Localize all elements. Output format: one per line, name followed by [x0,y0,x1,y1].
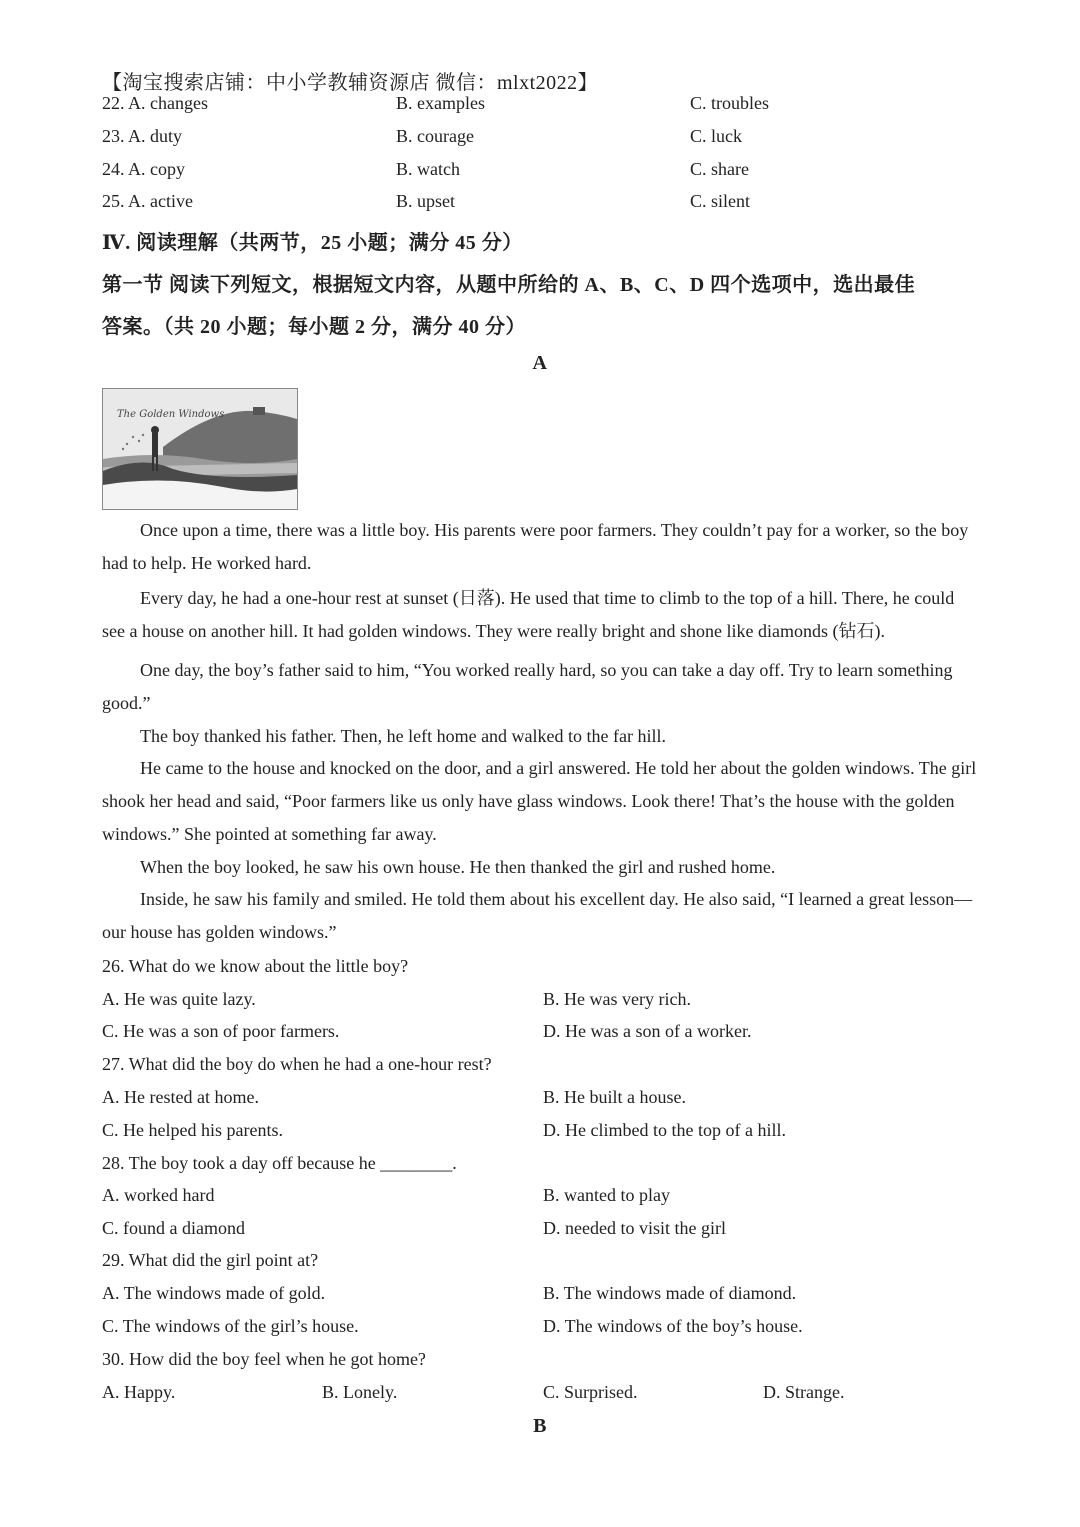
paragraph: The boy thanked his father. Then, he left home and walked to the far hill. [140,726,667,746]
choice-c: C. Surprised. [543,1382,638,1402]
cloze-num [102,92,208,114]
cloze-num [102,158,185,180]
option-number: 23. [102,126,125,146]
choice-c: C. He was a son of poor farmers. [102,1021,340,1041]
question-stem: 29. What did the girl point at? [102,1250,319,1270]
section-instruction-line2: 答案。（共 20 小题；每小题 2 分，满分 40 分） [102,316,526,338]
option-b: B. watch [396,159,460,179]
option-a: A. changes [128,93,208,113]
paragraph: When the boy looked, he saw his own house. He then thanked the girl and rushed home. [140,857,776,877]
passage-b-label: B [533,1415,547,1437]
option-c: C. troubles [690,93,769,113]
option-a: A. copy [128,159,186,179]
option-c: C. share [690,159,749,179]
question-stem: 26. What do we know about the little boy? [102,956,409,976]
passage-a-label: A [532,352,548,374]
question-stem: 30. How did the boy feel when he got home? [102,1349,426,1369]
golden-windows-picture [103,389,297,509]
option-c: C. luck [690,126,742,146]
question-stem: 27. What did the boy do when he had a one-hour rest? [102,1054,492,1074]
choice-b: B. He was very rich. [543,989,691,1009]
option-c: C. silent [690,191,751,211]
choice-a: A. He rested at home. [102,1087,259,1107]
choice-a: A. worked hard [102,1185,215,1205]
choice-a: A. He was quite lazy. [102,989,256,1009]
choice-c: C. He helped his parents. [102,1120,283,1140]
option-number: 25. [102,191,125,211]
option-a: A. duty [128,126,183,146]
cloze-num [102,190,193,212]
option-number: 24. [102,159,125,179]
choice-b: B. Lonely. [322,1382,398,1402]
choice-b: B. The windows made of diamond. [543,1283,797,1303]
choice-c: C. found a diamond [102,1218,245,1238]
option-a: A. active [128,191,193,211]
story-illustration [102,388,298,510]
choice-c: C. The windows of the girl’s house. [102,1316,359,1336]
paragraph: Every day, he had a one-hour rest at sunset (日落). He used that time to climb to the top of a hill. There, he could see a house on another hill. It had golden windows. They were really bright and shone like diamonds (钻石). [102,588,955,641]
option-b: B. courage [396,126,474,146]
choice-b: B. wanted to play [543,1185,670,1205]
option-b: B. upset [396,191,456,211]
question-stem: 28. The boy took a day off because he ________. [102,1153,457,1173]
choice-d: D. The windows of the boy’s house. [543,1316,803,1336]
choice-a: A. The windows made of gold. [102,1283,326,1303]
paragraph: Inside, he saw his family and smiled. He told them about his excellent day. He also said, “I learned a great lesson—our house has golden windows.” [102,889,973,942]
choice-a: A. Happy. [102,1382,176,1402]
cloze-num [102,125,182,147]
option-b: B. examples [396,93,485,113]
choice-d: D. Strange. [763,1382,845,1402]
choice-d: D. needed to visit the girl [543,1218,726,1238]
option-number: 22. [102,93,125,113]
paragraph: He came to the house and knocked on the door, and a girl answered. He told her about the golden windows. The girl shook her head and said, “Poor farmers like us only have glass windows. Look there! That’s the house with the golden windows.” She pointed at something far away. [102,758,977,844]
choice-d: D. He climbed to the top of a hill. [543,1120,786,1140]
picture-caption: The Golden Windows [117,409,225,420]
paragraph: One day, the boy’s father said to him, “You worked really hard, so you can take a day off. Try to learn something good.” [102,660,953,713]
choice-b: B. He built a house. [543,1087,686,1107]
section-title: Ⅳ. 阅读理解（共两节，25 小题；满分 45 分） [102,232,523,254]
paragraph: Once upon a time, there was a little boy. His parents were poor farmers. They couldn’t pay for a worker, so the boy had to help. He worked hard. [102,520,969,573]
section-instruction-line1: 第一节 阅读下列短文，根据短文内容，从题中所给的 A、B、C、D 四个选项中，选出最佳 [102,274,916,296]
header-note: 【淘宝搜索店铺：中小学教辅资源店 微信：mlxt2022】 [102,72,599,94]
choice-d: D. He was a son of a worker. [543,1021,752,1041]
